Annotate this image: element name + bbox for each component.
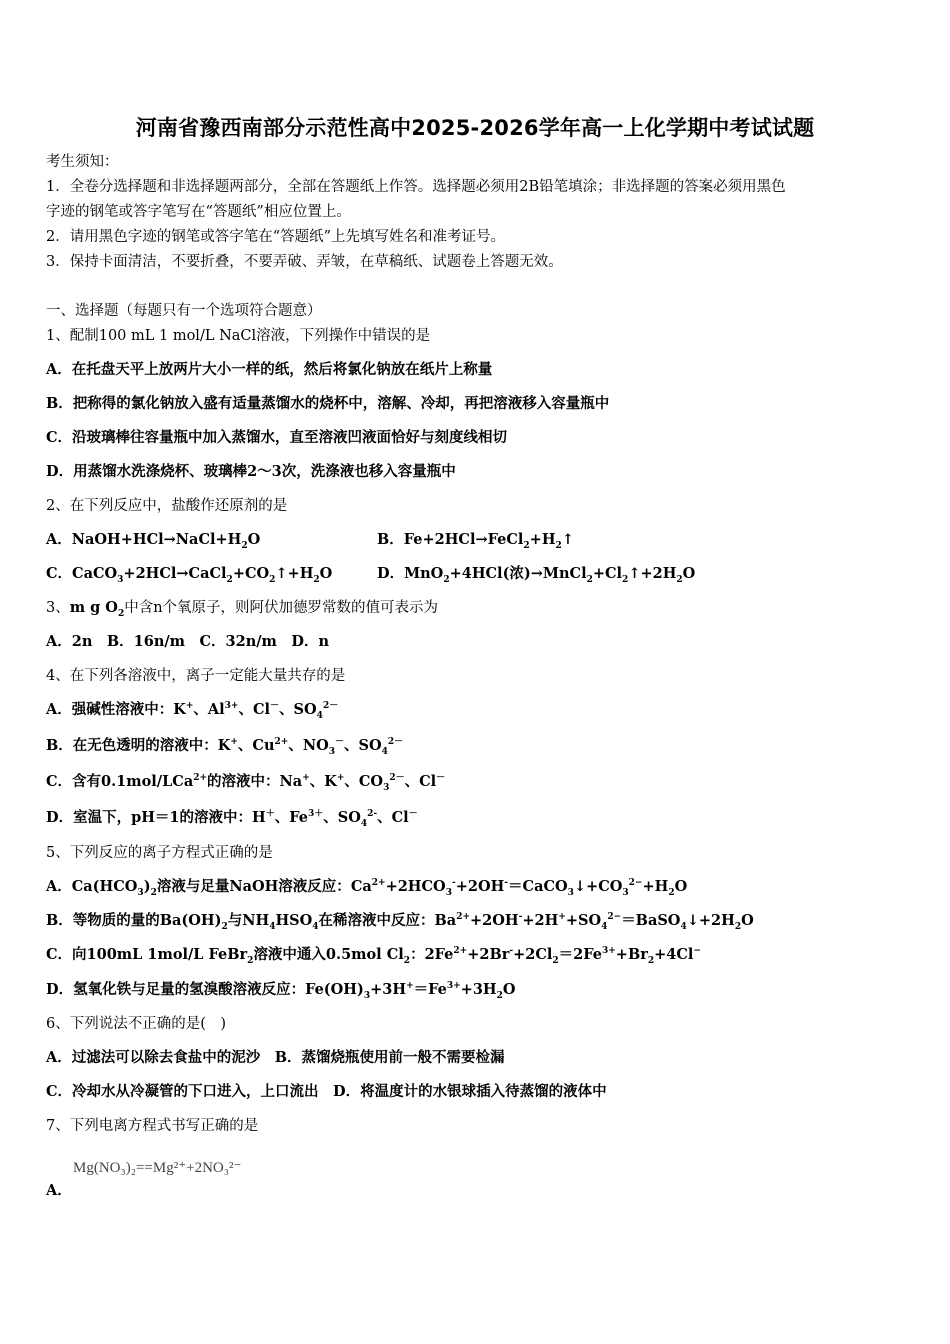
notice-item-1-cont: 字迹的钢笔或答字笔写在“答题纸”相应位置上。 (46, 204, 351, 220)
question-6-stem: 6、下列说法不正确的是( ) (46, 1016, 227, 1032)
question-1-option-c: C．沿玻璃棒往容量瓶中加入蒸馏水，直至溶液凹液面恰好与刻度线相切 (46, 429, 508, 446)
question-3-stem: 3、m g $O_2$中含n个氧原子，则阿伏加德罗常数的值可表示为 (46, 599, 439, 619)
question-1-option-a: A．在托盘天平上放两片大小一样的纸，然后将氯化钠放在纸片上称量 (46, 361, 493, 378)
question-2-row-cd: C．$CaCO_3+2HCl\to CaCl_2+CO_2↑+H_2O$ D．MnO$_2$+4HCl(浓)$\to MnCl_2+Cl_2↑+2H_2O$ (46, 565, 696, 585)
notice-item-3: 3．保持卡面清洁，不要折叠，不要弄破、弄皱，在草稿纸、试题卷上答题无效。 (46, 254, 563, 270)
section-heading: 一、选择题（每题只有一个选项符合题意） (46, 303, 322, 319)
question-6-options-ab: A．过滤法可以除去食盐中的泥沙 B．蒸馏烧瓶使用前一般不需要检漏 (46, 1049, 505, 1066)
question-4-option-d: D．室温下，pH＝1的溶液中：H＋、$Fe^{3+}$、$SO_4^{2-}$、Cl－ (46, 809, 418, 829)
question-6-options-cd: C．冷却水从冷凝管的下口进入，上口流出 D．将温度计的水银球插入待蒸馏的液体中 (46, 1083, 607, 1100)
question-5-option-a: A．$Ca(HCO_3)_2$溶液与足量NaOH溶液反应：$Ca^{2+}+2HCO_3^-+2OH^-=CaCO_3↓+CO_3^{2-}+H_2O$ (46, 878, 688, 898)
question-2-stem: 2、在下列反应中，盐酸作还原剂的是 (46, 498, 288, 514)
question-7-stem: 7、下列电离方程式书写正确的是 (46, 1118, 259, 1134)
question-4-stem: 4、在下列各溶液中，离子一定能大量共存的是 (46, 668, 346, 684)
question-4-option-a: A．强碱性溶液中：K+、$Al^{3+}$、Cl－、$SO_4^{2-}$ (46, 701, 339, 721)
question-1-option-d: D．用蒸馏水洗涤烧杯、玻璃棒2～3次，洗涤液也移入容量瓶中 (46, 463, 456, 480)
question-7-option-a-formula: Mg(NO₃)₂==Mg²⁺+2NO₃²⁻ (73, 1160, 242, 1176)
q2-option-b: B．$Fe+2HCl\to FeCl_2+H_2↑$ (377, 531, 574, 551)
question-2-row-ab: A．$NaOH+HCl\to NaCl+H_2O$ B．$Fe+2HCl\to FeCl_2+H_2↑$ (46, 531, 574, 551)
page-title: 河南省豫西南部分示范性高中2025-2026学年高一上化学期中考试试题 (135, 116, 815, 140)
question-5-option-b: B．等物质的量的$Ba(OH)_2$与$NH_4HSO_4$在稀溶液中反应：$Ba^{2+}+2OH^-+2H^++SO_4^{2-}=BaSO_4↓+2H_2O$ (46, 912, 754, 932)
question-5-option-c: C．向100mL 1mol/L FeBr$_2$溶液中通入0.5mol $Cl_2$：$2Fe^{2+}+2Br^-+2Cl_2=2Fe^{3+}+Br_2+4Cl^-$ (46, 946, 701, 966)
notice-item-1: 1．全卷分选择题和非选择题两部分，全部在答题纸上作答。选择题必须用2B铅笔填涂；非选择题的答案必须用黑色 (46, 179, 786, 195)
question-5-stem: 5、下列反应的离子方程式正确的是 (46, 845, 273, 861)
notice-heading: 考生须知： (46, 154, 119, 170)
question-7-option-a-label: A． (46, 1182, 72, 1199)
question-4-option-c: C．含有0.1mol/LCa$^{2+}$的溶液中：Na+、K+、$CO_3^{2-}$、Cl－ (46, 773, 446, 793)
question-1-stem: 1、配制100 mL 1 mol/L NaCl溶液，下列操作中错误的是 (46, 328, 431, 344)
question-4-option-b: B．在无色透明的溶液中：K+、$Cu^{2+}$、$NO_3^-$、$SO_4^{2-}$ (46, 737, 404, 757)
q2-option-c-formula: $CaCO_3+2HCl\to CaCl_2+CO_2↑+H_2O$ (72, 565, 333, 585)
question-5-option-d: D．氢氧化铁与足量的氢溴酸溶液反应：$Fe(OH)_3+3H^+=Fe^{3+}+3H_2O$ (46, 981, 516, 1001)
q2-option-d: D．MnO$_2$+4HCl(浓)$\to MnCl_2+Cl_2↑+2H_2O$ (377, 565, 696, 585)
notice-item-2: 2．请用黑色字迹的钢笔或答字笔在“答题纸”上先填写姓名和准考证号。 (46, 229, 506, 245)
question-3-options: A．2n B．16n/m C．32n/m D．n (46, 633, 330, 650)
question-1-option-b: B．把称得的氯化钠放入盛有适量蒸馏水的烧杯中，溶解、冷却，再把溶液移入容量瓶中 (46, 395, 610, 412)
q2-option-a-formula: $NaOH+HCl\to NaCl+H_2O$ (71, 531, 261, 551)
